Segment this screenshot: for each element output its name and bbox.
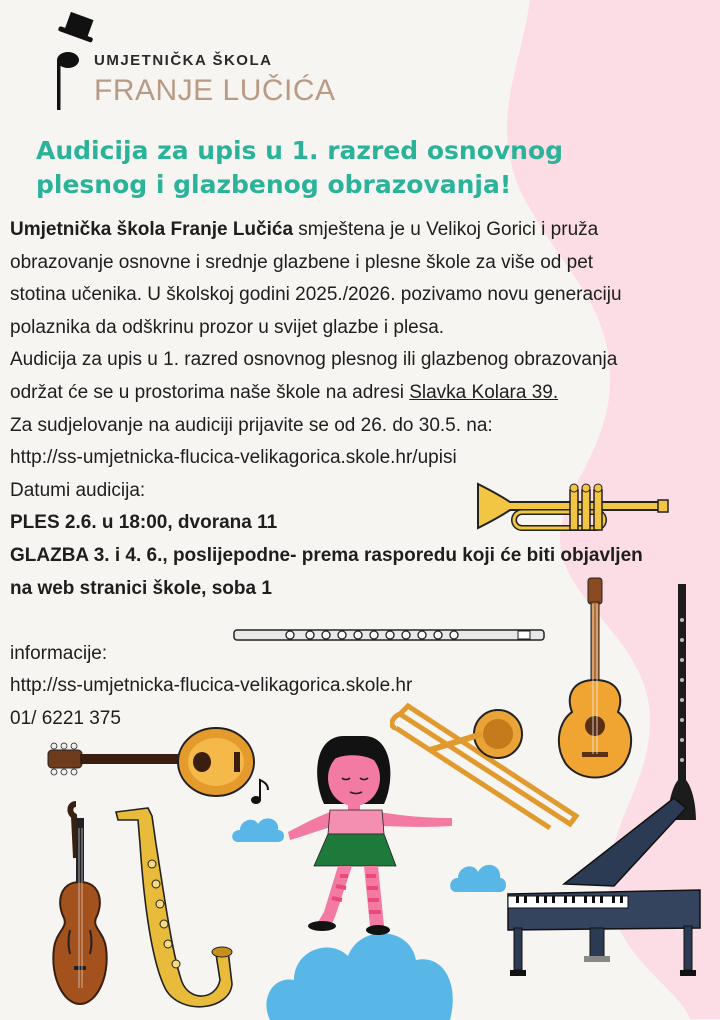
p1-d: polaznika da odškrinu prozor u svijet glazbe i plesa. bbox=[10, 316, 445, 338]
logo-line1: UMJETNIČKA ŠKOLA bbox=[94, 52, 273, 69]
violin-icon bbox=[46, 798, 118, 1020]
cloud-icon bbox=[230, 812, 286, 846]
school-name: Umjetnička škola Franje Lučića bbox=[10, 219, 294, 240]
p1-c: stotina učenika. U školskoj godini 2025./2026. pozivamo novu generaciju bbox=[10, 284, 622, 306]
grand-piano-icon bbox=[504, 794, 704, 984]
mandolin-icon bbox=[40, 724, 256, 808]
glazba-date-b: na web stranici škole, soba 1 bbox=[10, 577, 272, 599]
body-text bbox=[10, 214, 710, 736]
phone: 01/ 6221 375 bbox=[10, 707, 121, 729]
headline-line1: Audicija za upis u 1. razred osnovnog bbox=[36, 136, 564, 165]
headline-line2: plesnog i glazbenog obrazovanja! bbox=[36, 170, 512, 199]
dates-label: Datumi audicija: bbox=[10, 479, 146, 501]
school-logo bbox=[52, 8, 336, 118]
p1-b: obrazovanje osnovne i srednje glazbene i plesne škole za više od pet bbox=[10, 251, 594, 273]
info-label: informacije: bbox=[10, 642, 108, 664]
p2-a: Audicija za upis u 1. razred osnovnog plesnog ili glazbenog obrazovanja bbox=[10, 349, 618, 371]
dancing-girl-illustration bbox=[284, 726, 456, 942]
saxophone-icon bbox=[112, 804, 240, 1008]
address-link[interactable]: Slavka Kolara 39. bbox=[409, 381, 559, 403]
logo-line2: FRANJE LUČIĆA bbox=[94, 74, 336, 107]
music-note-icon bbox=[250, 776, 272, 806]
glazba-date-a: GLAZBA 3. i 4. 6., poslijepodne- prema rasporedu koji će biti objavljen bbox=[10, 544, 643, 566]
signup-url[interactable]: http://ss-umjetnicka-flucica-velikagorica.skole.hr/upisi bbox=[10, 447, 457, 469]
body-line bbox=[10, 377, 710, 410]
info-url[interactable]: http://ss-umjetnicka-flucica-velikagorica.skole.hr bbox=[10, 675, 413, 697]
spacer bbox=[10, 605, 710, 638]
p3: Za sudjelovanje na audiciji prijavite se od 26. do 30.5. na: bbox=[10, 414, 493, 436]
headline bbox=[36, 134, 636, 202]
p1-a: smještena je u Velikoj Gorici i pruža bbox=[293, 219, 599, 240]
ples-date: PLES 2.6. u 18:00, dvorana 11 bbox=[10, 512, 278, 534]
body-line bbox=[10, 214, 710, 247]
cloud-icon bbox=[448, 856, 508, 896]
p2-b: održat će se u prostorima naše škole na adresi bbox=[10, 381, 410, 403]
